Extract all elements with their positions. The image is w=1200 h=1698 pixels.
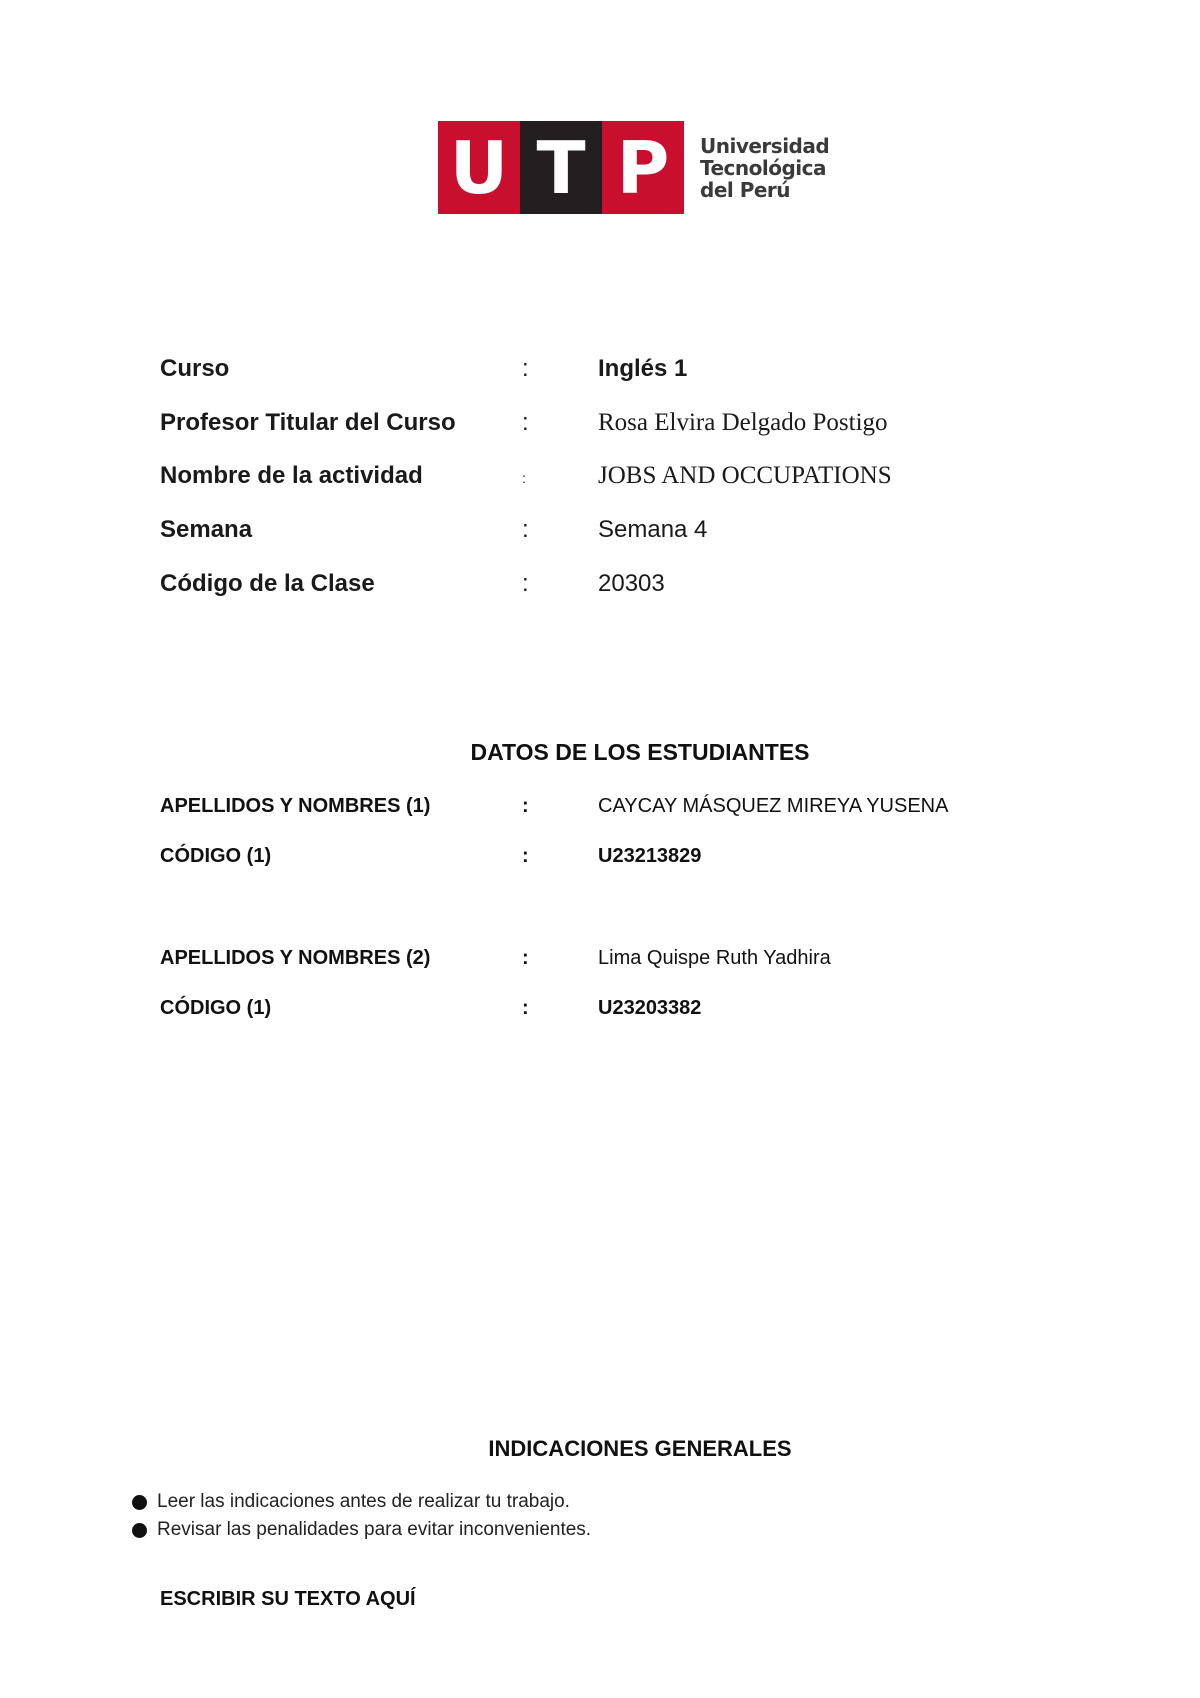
bullet-icon xyxy=(132,1523,147,1538)
professor-value: Rosa Elvira Delgado Postigo xyxy=(598,409,888,436)
course-colon: : xyxy=(522,355,529,382)
logo-line-2: Tecnológica xyxy=(700,155,827,180)
student-1-code-value: U23213829 xyxy=(598,845,702,867)
student-2-name-value: Lima Quispe Ruth Yadhira xyxy=(598,947,831,969)
student-1-code-label: CÓDIGO (1) xyxy=(160,845,272,867)
logo-wordmark xyxy=(700,135,829,201)
week-label: Semana xyxy=(160,516,253,543)
student-2-name-label: APELLIDOS Y NOMBRES (2) xyxy=(160,947,431,969)
indications-title: INDICACIONES GENERALES xyxy=(488,1436,792,1461)
indication-text: Revisar las penalidades para evitar inconvenientes. xyxy=(157,1519,592,1540)
course-label: Curso xyxy=(160,355,230,382)
student-1-name-colon: : xyxy=(522,795,529,817)
class-code-colon: : xyxy=(522,570,529,597)
student-1-code-colon: : xyxy=(522,845,529,867)
class-code-value: 20303 xyxy=(598,570,665,597)
utp-logo-mark xyxy=(438,121,684,214)
utp-logo xyxy=(438,121,829,214)
bullet-icon xyxy=(132,1495,147,1510)
course-value: Inglés 1 xyxy=(598,355,688,382)
student-2-code-label: CÓDIGO (1) xyxy=(160,997,272,1019)
write-here-heading: ESCRIBIR SU TEXTO AQUÍ xyxy=(160,1588,416,1610)
professor-label: Profesor Titular del Curso xyxy=(160,409,456,436)
logo-letter-p: P xyxy=(602,121,684,214)
indications-list xyxy=(132,1488,591,1544)
class-code-label: Código de la Clase xyxy=(160,570,375,597)
indication-text: Leer las indicaciones antes de realizar tu trabajo. xyxy=(157,1491,570,1512)
logo-letter-u: U xyxy=(438,121,520,214)
logo-line-3: del Perú xyxy=(700,177,791,202)
activity-label: Nombre de la actividad xyxy=(160,462,423,489)
indication-item xyxy=(132,1488,591,1516)
activity-value: JOBS AND OCCUPATIONS xyxy=(598,462,892,489)
student-1-name-label: APELLIDOS Y NOMBRES (1) xyxy=(160,795,431,817)
student-2-code-colon: : xyxy=(522,997,529,1019)
week-value: Semana 4 xyxy=(598,516,708,543)
student-2-name-colon: : xyxy=(522,947,529,969)
week-colon: : xyxy=(522,516,529,543)
activity-colon: : xyxy=(522,470,526,486)
student-2-code-value: U23203382 xyxy=(598,997,702,1019)
logo-letter-t: T xyxy=(520,121,602,214)
logo-line-1: Universidad xyxy=(700,133,830,158)
student-1-name-value: CAYCAY MÁSQUEZ MIREYA YUSENA xyxy=(598,795,949,817)
indication-item xyxy=(132,1516,591,1544)
professor-colon: : xyxy=(522,409,529,436)
students-section-title: DATOS DE LOS ESTUDIANTES xyxy=(470,739,810,765)
